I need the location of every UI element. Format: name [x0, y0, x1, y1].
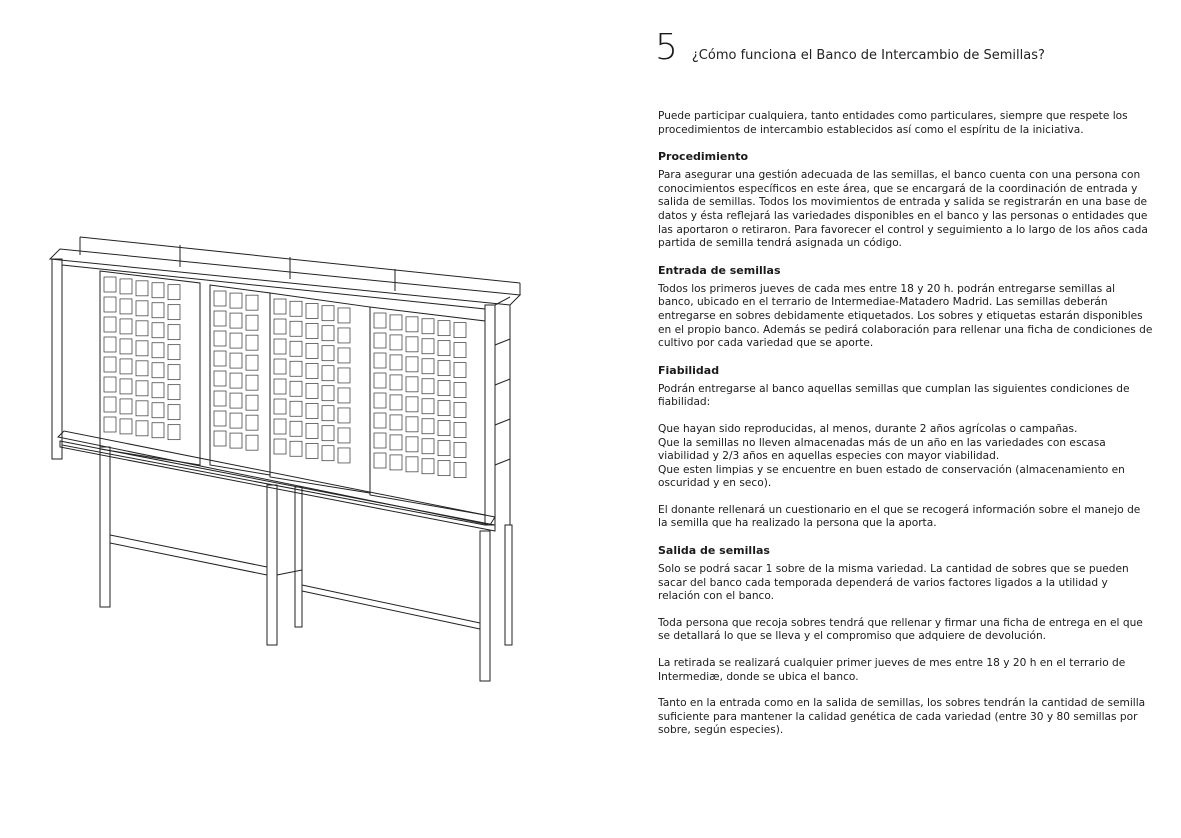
condition-item: Que la semillas no lleven almacenadas más de un año en las variedades con escasa viabilidad y 2/3 años en aquellas especies con mayor viabilidad. — [658, 436, 1106, 463]
salida-paragraph: Solo se podrá sacar 1 sobre de la misma variedad. La cantidad de sobres que se pueden sacar del banco cada temporada dependerá de varios factores ligados a la utilidad y relación con el banco. — [658, 563, 1129, 603]
salida-heading: Salida de semillas — [658, 544, 770, 558]
seed-bank-cabinet-illustration — [40, 225, 540, 685]
entrada-heading: Entrada de semillas — [658, 263, 781, 277]
condition-item: Que hayan sido reproducidas, al menos, durante 2 años agrícolas o campañas. — [658, 422, 1078, 435]
procedimiento-heading: Procedimiento — [658, 150, 749, 164]
intro-paragraph: Puede participar cualquiera, tanto entidades como particulares, siempre que respete los procedimientos de intercambio establecidos así como el espíritu de la iniciativa. — [658, 110, 1128, 136]
page-header — [655, 27, 1045, 68]
condition-item: Que esten limpias y se encuentre en buen estado de conservación (almacenamiento en oscuridad y en seco). — [658, 463, 1125, 490]
text-column — [658, 110, 1153, 751]
fiabilidad-intro: Podrán entregarse al banco aquellas semillas que cumplan las siguientes condiciones de fiabilidad: — [658, 382, 1130, 409]
fiabilidad-conditions — [658, 423, 1153, 491]
salida-paragraph: Toda persona que recoja sobres tendrá que rellenar y firmar una ficha de entrega en el que se detallará lo que se lleva y el compromiso que adquiere de devolución. — [658, 616, 1143, 643]
page-title: ¿Cómo funciona el Banco de Intercambio de Semillas? — [691, 48, 1045, 63]
section-number: 5 — [655, 27, 678, 68]
fiabilidad-closing: El donante rellenará un cuestionario en el que se recogerá información sobre el manejo de la semilla que ha realizado la persona que la aporta. — [658, 503, 1141, 530]
salida-paragraph: Tanto en la entrada como en la salida de semillas, los sobres tendrán la cantidad de semilla suficiente para mantener la calidad genética de cada variedad (entre 30 y 80 semillas por sobre, según especies). — [658, 697, 1146, 737]
entrada-paragraph: Todos los primeros jueves de cada mes entre 18 y 20 h. podrán entregarse semillas al banco, ubicado en el terrario de Intermediae-Matadero Madrid. Las semillas deberán entregarse en sobres debidamente etiquetados. Los sobres y etiquetas estarán disponibles en el propio banco. Además se pedirá colaboración para rellenar una ficha de condiciones de cultivo por cada variedad que se aporte. — [658, 282, 1153, 350]
salida-paragraph: La retirada se realizará cualquier primer jueves de mes entre 18 y 20 h en el terrario de Intermediæ, donde se ubica el banco. — [658, 657, 1126, 683]
fiabilidad-heading: Fiabilidad — [658, 363, 720, 377]
procedimiento-paragraph: Para asegurar una gestión adecuada de las semillas, el banco cuenta con una persona con conocimientos específicos en este área, que se encargará de la coordinación de entrada y salida de semillas. Todos los movimientos de entrada y salida se registrarán en una base de datos y ésta reflejará las variedades disponibles en el banco y las personas o entidades que las aportaron o retiraron. Para favorecer el control y seguimiento a lo largo de los años cada partida de semilla tendrá asignada un código. — [658, 169, 1148, 250]
